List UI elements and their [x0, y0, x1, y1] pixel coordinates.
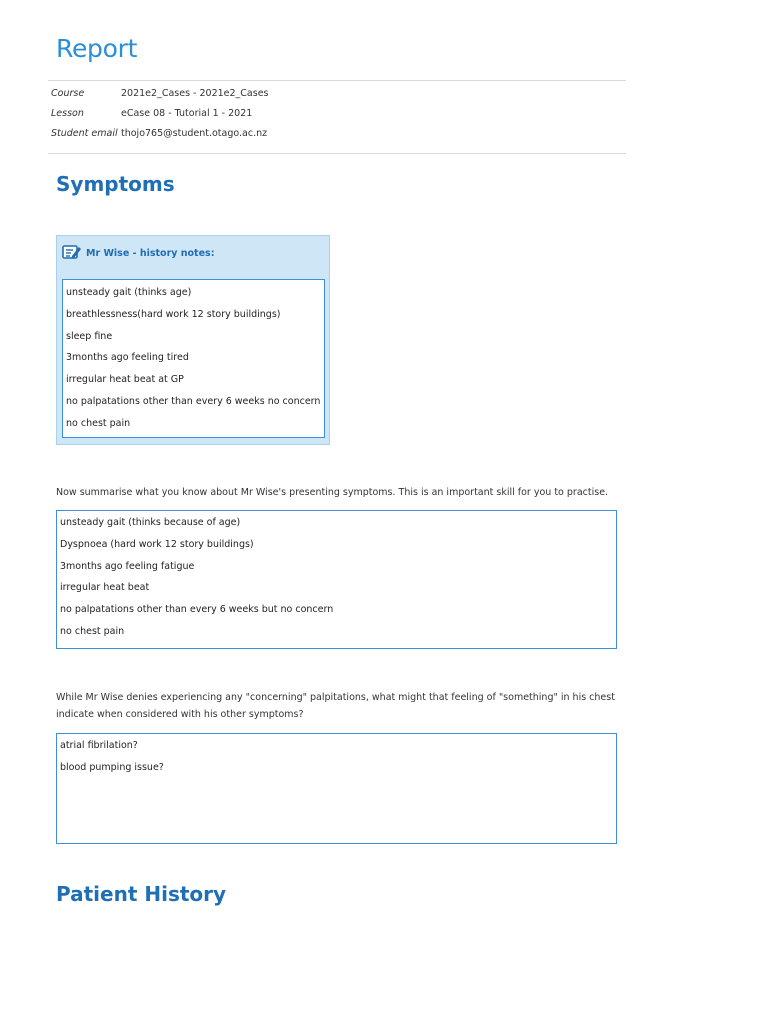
answer-line: no chest pain: [60, 625, 125, 637]
answer-box-summary[interactable]: [56, 510, 617, 649]
meta-value: thojo765@student.otago.ac.nz: [121, 127, 268, 139]
section-heading-symptoms: Symptoms: [56, 172, 175, 196]
notes-line: unsteady gait (thinks age): [66, 287, 192, 298]
meta-row-course: [48, 83, 626, 103]
meta-value: eCase 08 - Tutorial 1 - 2021: [121, 107, 253, 119]
meta-label: Course: [51, 87, 85, 99]
notes-line: breathlessness(hard work 12 story buildings): [66, 308, 281, 320]
meta-row-email: [48, 123, 626, 143]
answer-line: unsteady gait (thinks because of age): [60, 517, 241, 528]
notes-line: no chest pain: [66, 417, 131, 429]
section-heading-patient-history: Patient History: [56, 882, 227, 906]
answer-line: irregular heat beat: [60, 582, 150, 594]
question-prompt-line: indicate when considered with his other symptoms?: [56, 709, 304, 720]
answer-line: Dyspnoea (hard work 12 story buildings): [60, 538, 254, 550]
history-notes-title: Mr Wise - history notes:: [86, 248, 215, 259]
notes-line: no palpatations other than every 6 weeks no concern: [66, 395, 321, 407]
report-title: Report: [56, 34, 138, 63]
edit-notes-icon: [62, 244, 86, 263]
answer-line: no palpatations other than every 6 weeks but no concern: [60, 604, 334, 616]
meta-value: 2021e2_Cases - 2021e2_Cases: [121, 87, 269, 99]
history-notes-header: [62, 244, 215, 263]
answer-line: atrial fibrilation?: [60, 740, 138, 751]
history-notes-text: [62, 279, 325, 438]
answer-line: 3months ago feeling fatigue: [60, 560, 195, 572]
history-notes-panel: [56, 235, 330, 445]
answer-line: blood pumping issue?: [60, 761, 164, 773]
question-prompt-palpitations: [56, 689, 616, 723]
question-prompt-line: While Mr Wise denies experiencing any "concerning" palpitations, what might that feeling of "something" in his chest: [56, 692, 615, 703]
meta-row-lesson: [48, 103, 626, 123]
meta-label: Student email: [51, 127, 118, 139]
meta-label: Lesson: [51, 107, 84, 119]
notes-line: irregular heat beat at GP: [66, 374, 184, 386]
report-meta: [48, 80, 626, 154]
answer-box-palpitations[interactable]: [56, 733, 617, 844]
notes-line: sleep fine: [66, 330, 113, 342]
question-prompt-summary: Now summarise what you know about Mr Wise's presenting symptoms. This is an important skill for you to practise.: [56, 487, 609, 498]
notes-line: 3months ago feeling tired: [66, 352, 189, 364]
